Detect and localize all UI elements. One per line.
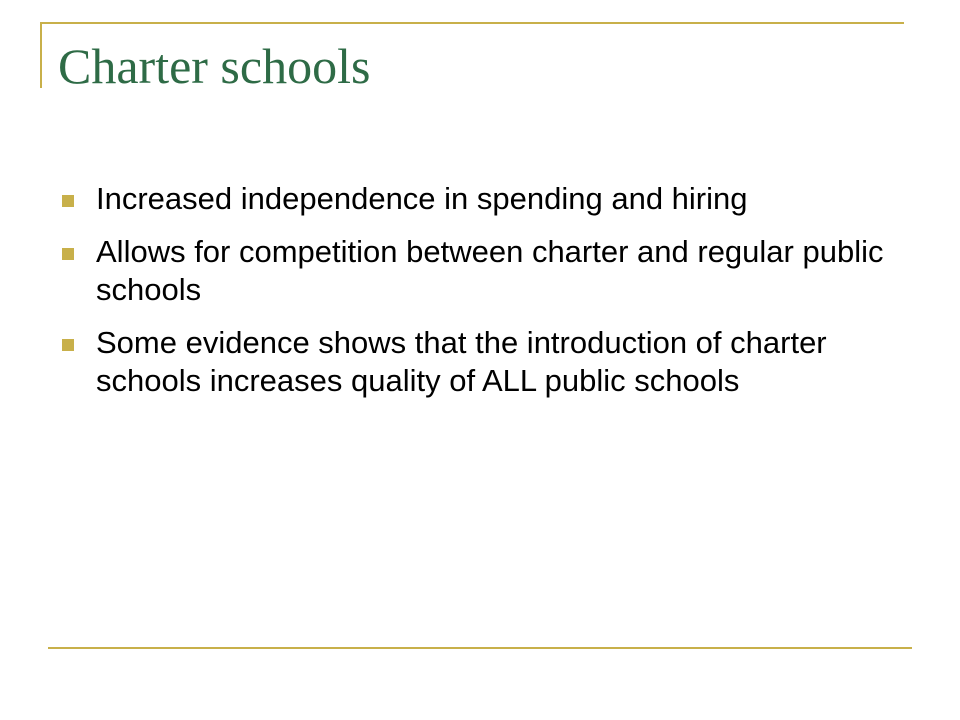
square-bullet-icon [62, 195, 74, 207]
bullet-text: Increased independence in spending and hiring [96, 181, 748, 216]
bullet-item [62, 233, 912, 309]
bullet-list [62, 180, 912, 415]
bullet-item [62, 180, 912, 218]
bullet-text: Some evidence shows that the introduction of charter schools increases quality of ALL public schools [96, 325, 827, 398]
bottom-accent-rule [48, 647, 912, 649]
left-accent-rule [40, 22, 42, 88]
slide-title: Charter schools [58, 38, 371, 94]
bullet-item [62, 324, 912, 400]
square-bullet-icon [62, 248, 74, 260]
bullet-text: Allows for competition between charter and regular public schools [96, 234, 884, 307]
top-accent-rule [40, 22, 904, 24]
square-bullet-icon [62, 339, 74, 351]
